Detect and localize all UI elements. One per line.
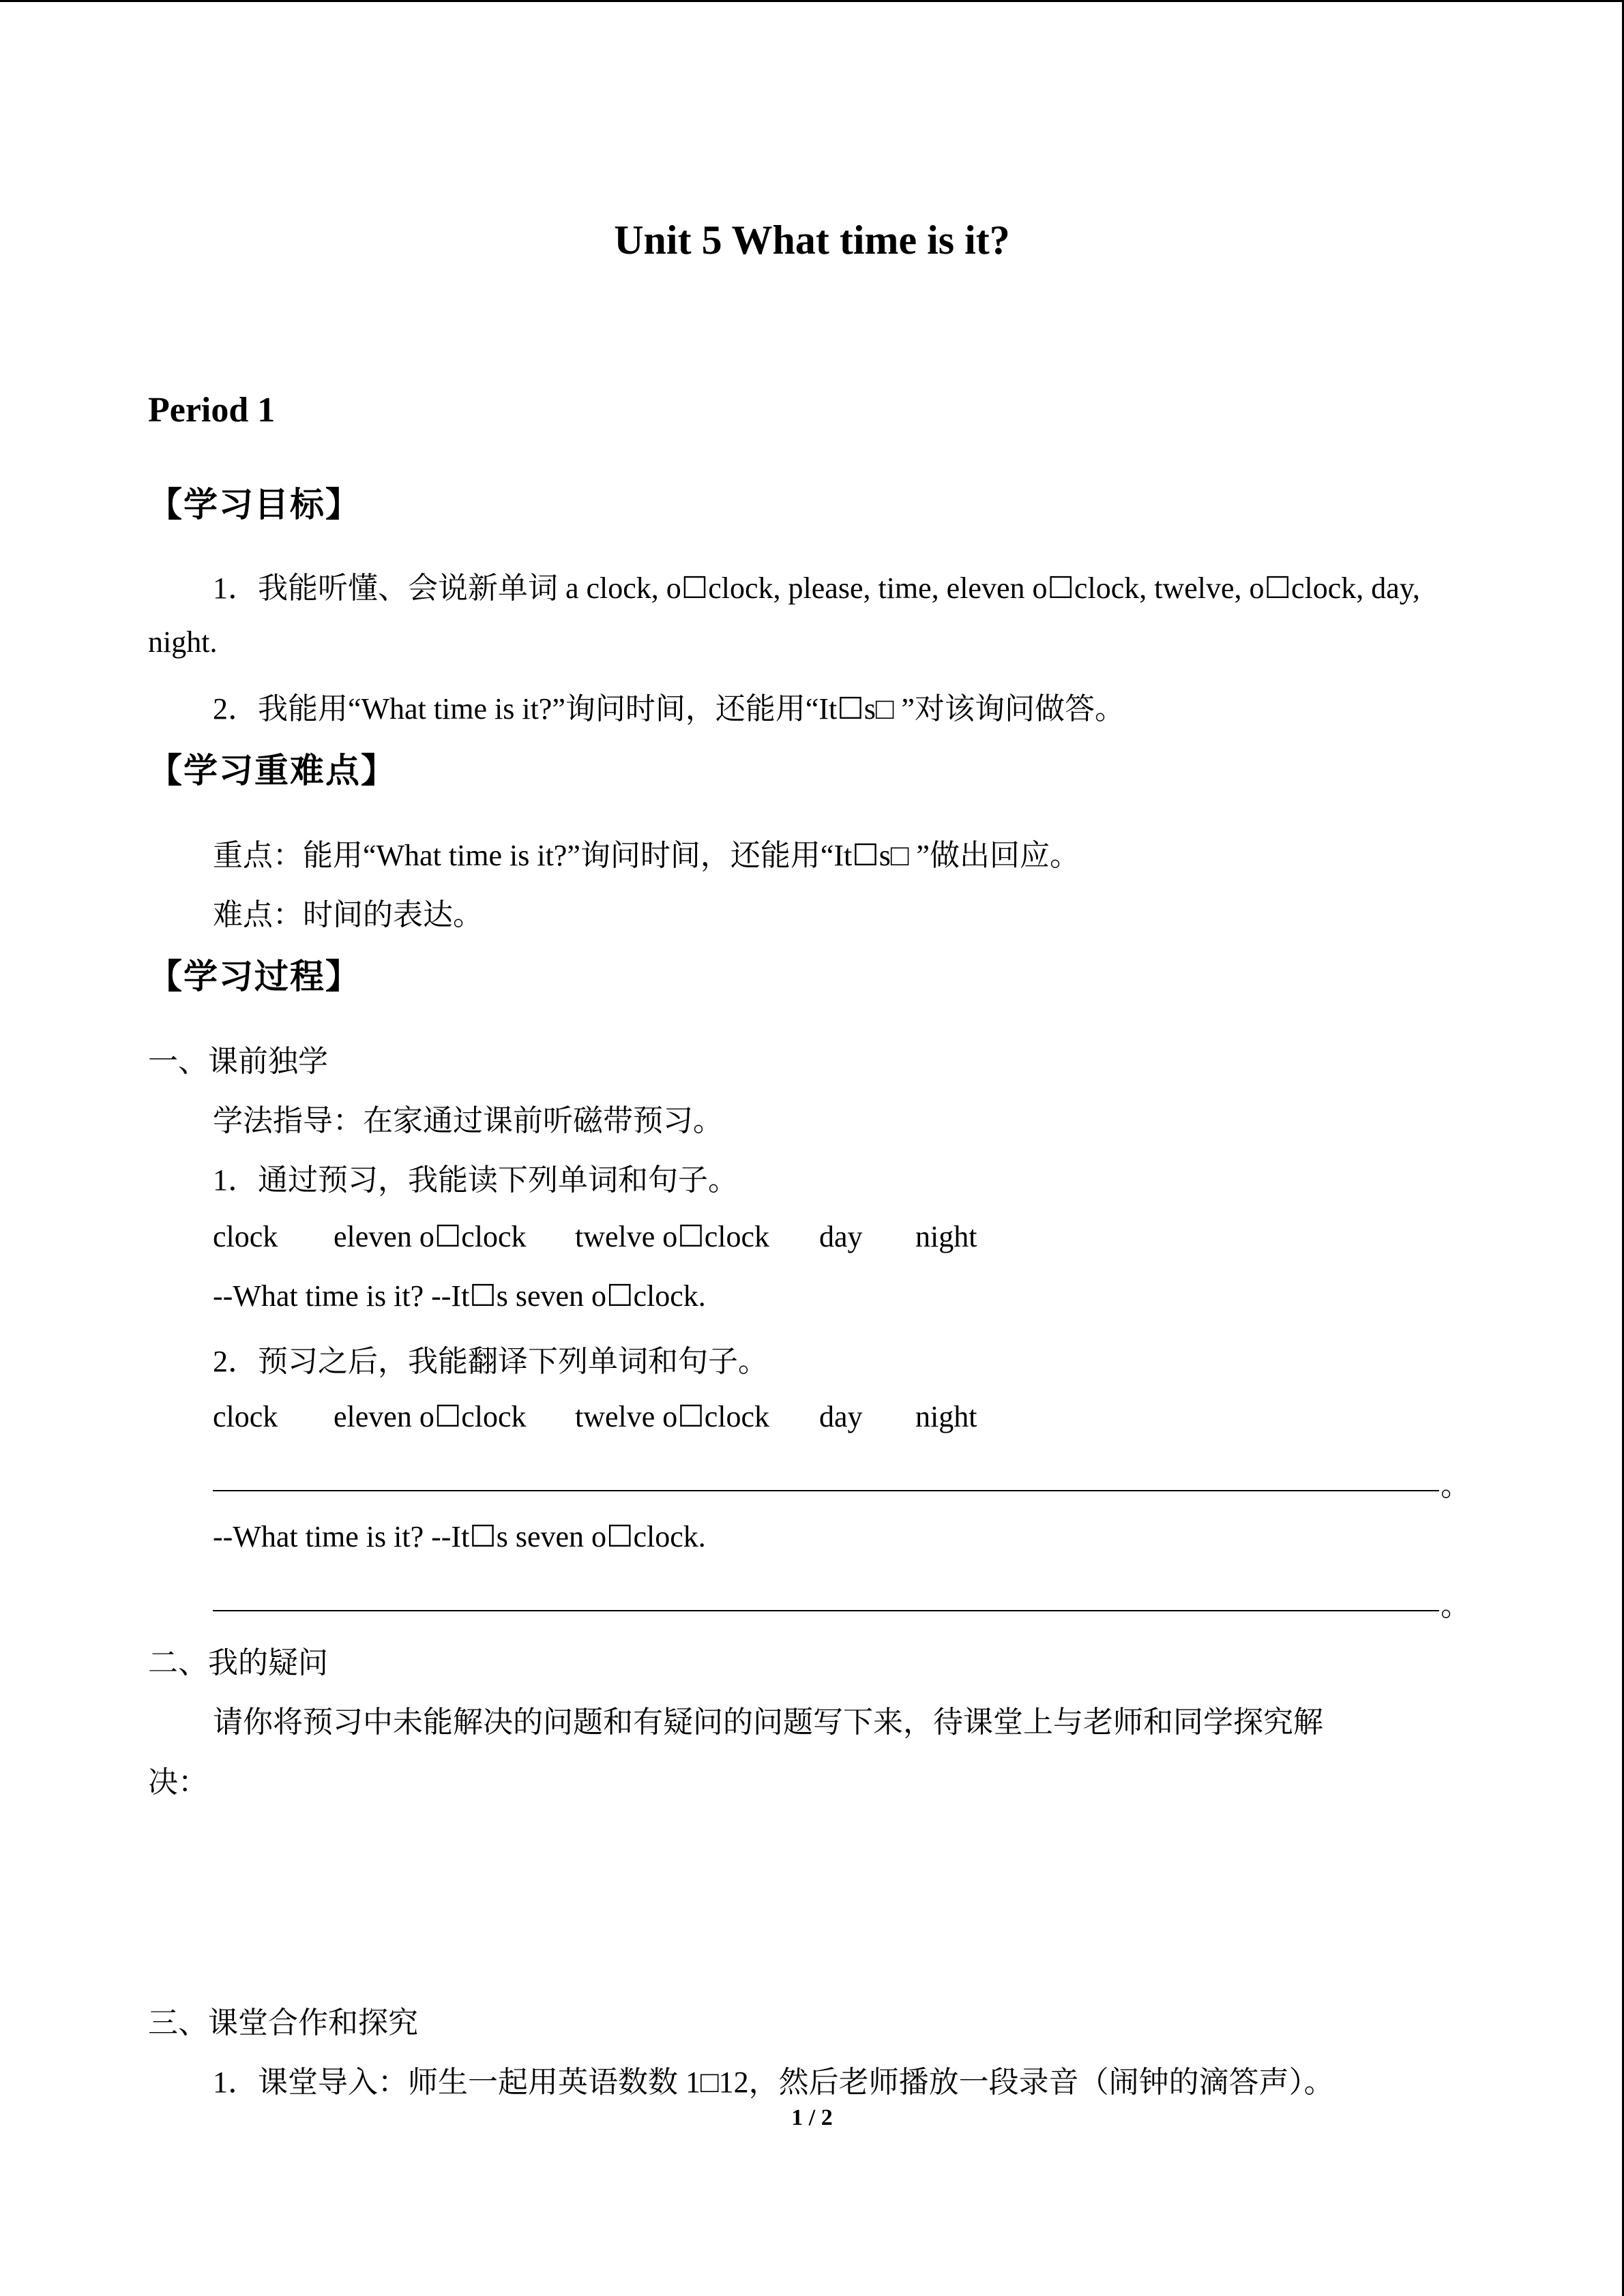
goal-item-2: 2．我能用“What time is it?”询问时间，还能用“It☐s□ ”对该询问做答。 bbox=[213, 692, 1125, 726]
page-title: Unit 5 What time is it? bbox=[614, 218, 1010, 263]
word-list-1 bbox=[213, 1219, 977, 1254]
key-point: 重点：能用“What time is it?”询问时间，还能用“It☐s□ ”做出回应。 bbox=[213, 839, 1080, 872]
dialogue-2: --What time is it? --It☐s seven o☐clock. bbox=[213, 1520, 706, 1553]
section-3-item-1: 1．课堂导入：师生一起用英语数数 1□12，然后老师播放一段录音（闹钟的滴答声）。 bbox=[213, 2066, 1334, 2099]
word-list-2 bbox=[213, 1399, 977, 1434]
goal-item-1-line-1: 1．我能听懂、会说新单词 a clock, o☐clock, please, time, eleven o☐clock, twelve, o☐clock, day, bbox=[213, 571, 1420, 605]
dialogue-1: --What time is it? --It☐s seven o☐clock. bbox=[213, 1279, 706, 1313]
answer-blank-1-end: 。 bbox=[1441, 1468, 1471, 1503]
answer-blank-2-end: 。 bbox=[1441, 1588, 1471, 1623]
section-1-task-1: 1．通过预习，我能读下列单词和句子。 bbox=[213, 1163, 738, 1197]
section-1-title: 一、课前独学 bbox=[148, 1045, 328, 1078]
process-heading: 【学习过程】 bbox=[148, 957, 361, 996]
section-3-title: 三、课堂合作和探究 bbox=[148, 2006, 418, 2040]
section-1-task-2: 2．预习之后，我能翻译下列单词和句子。 bbox=[213, 1345, 768, 1378]
period-label: Period 1 bbox=[148, 391, 276, 430]
word-list-item: clock bbox=[213, 1400, 278, 1433]
word-list-item: eleven o☐clock bbox=[334, 1400, 527, 1433]
section-2-text-line-1: 请你将预习中未能解决的问题和有疑问的问题写下来，待课堂上与老师和同学探究解 bbox=[213, 1705, 1323, 1739]
goal-item-1-line-2: night. bbox=[148, 625, 218, 659]
page-top-border bbox=[0, 0, 1624, 2]
word-list-item: twelve o☐clock bbox=[575, 1400, 770, 1433]
word-list-item: day bbox=[819, 1400, 863, 1433]
word-list-item: night bbox=[915, 1400, 977, 1433]
goals-heading: 【学习目标】 bbox=[148, 485, 361, 524]
answer-blank-2[interactable] bbox=[213, 1610, 1439, 1611]
word-list-item: night bbox=[915, 1220, 977, 1253]
difficult-point: 难点：时间的表达。 bbox=[213, 898, 483, 931]
word-list-item: day bbox=[819, 1220, 863, 1253]
answer-blank-1[interactable] bbox=[213, 1490, 1439, 1491]
word-list-item: clock bbox=[213, 1220, 278, 1253]
page-number: 1 / 2 bbox=[791, 2105, 833, 2130]
section-2-text-line-2: 决： bbox=[148, 1765, 208, 1799]
section-2-title: 二、我的疑问 bbox=[148, 1646, 328, 1680]
word-list-item: twelve o☐clock bbox=[575, 1220, 770, 1253]
word-list-item: eleven o☐clock bbox=[334, 1220, 527, 1253]
section-1-guide: 学法指导：在家通过课前听磁带预习。 bbox=[213, 1104, 723, 1137]
difficulties-heading: 【学习重难点】 bbox=[148, 751, 396, 790]
